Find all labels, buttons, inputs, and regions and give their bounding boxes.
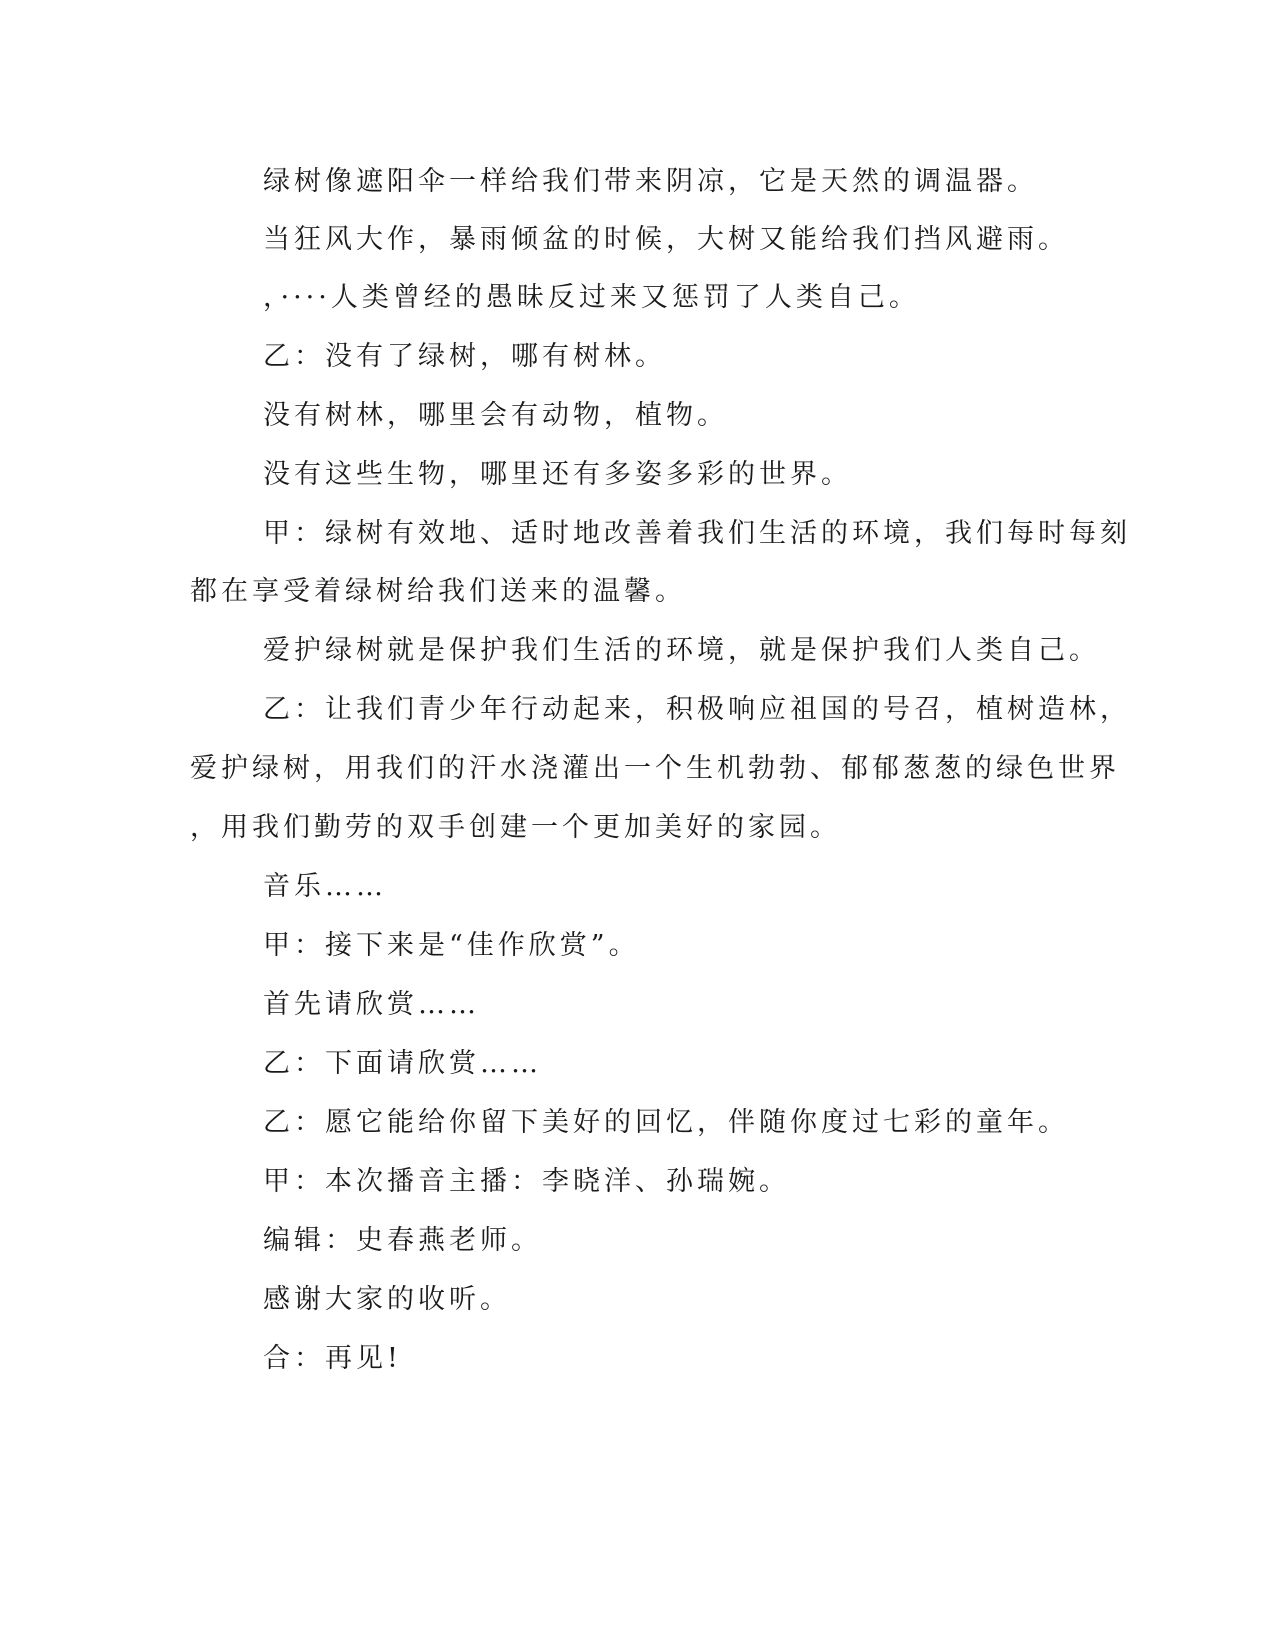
paragraph-line: 当狂风大作，暴雨倾盆的时候，大树又能给我们挡风避雨。: [263, 224, 1069, 255]
paragraph-line: 甲：绿树有效地、适时地改善着我们生活的环境，我们每时每刻: [263, 518, 1131, 549]
paragraph-line: 爱护绿树就是保护我们生活的环境，就是保护我们人类自己。: [263, 635, 1100, 666]
paragraph-line: 没有树林，哪里会有动物，植物。: [263, 400, 728, 431]
paragraph-line: 绿树像遮阳伞一样给我们带来阴凉，它是天然的调温器。: [263, 166, 1038, 197]
paragraph-line: 乙：没有了绿树，哪有树林。: [263, 341, 666, 372]
paragraph-line: ，····人类曾经的愚昧反过来又惩罚了人类自己。: [263, 282, 920, 313]
paragraph-line: 爱护绿树，用我们的汗水浇灌出一个生机勃勃、郁郁葱葱的绿色世界: [190, 753, 1120, 784]
paragraph-line: 合：再见!: [263, 1343, 402, 1374]
paragraph-line: 都在享受着绿树给我们送来的温馨。: [190, 576, 686, 607]
paragraph-line: 乙：下面请欣赏……: [263, 1048, 542, 1079]
paragraph-line: 音乐……: [263, 871, 387, 902]
paragraph-line: 感谢大家的收听。: [263, 1284, 511, 1315]
paragraph-line: 乙：愿它能给你留下美好的回忆，伴随你度过七彩的童年。: [263, 1107, 1069, 1138]
paragraph-line: 甲：接下来是“佳作欣赏”。: [263, 930, 640, 961]
paragraph-line: 首先请欣赏……: [263, 989, 480, 1020]
paragraph-line: 没有这些生物，哪里还有多姿多彩的世界。: [263, 459, 852, 490]
paragraph-line: 编辑：史春燕老师。: [263, 1225, 542, 1256]
paragraph-line: 甲：本次播音主播：李晓洋、孙瑞婉。: [263, 1166, 790, 1197]
paragraph-line: 乙：让我们青少年行动起来，积极响应祖国的号召，植树造林，: [263, 694, 1131, 725]
paragraph-line: ，用我们勤劳的双手创建一个更加美好的家园。: [190, 812, 841, 843]
